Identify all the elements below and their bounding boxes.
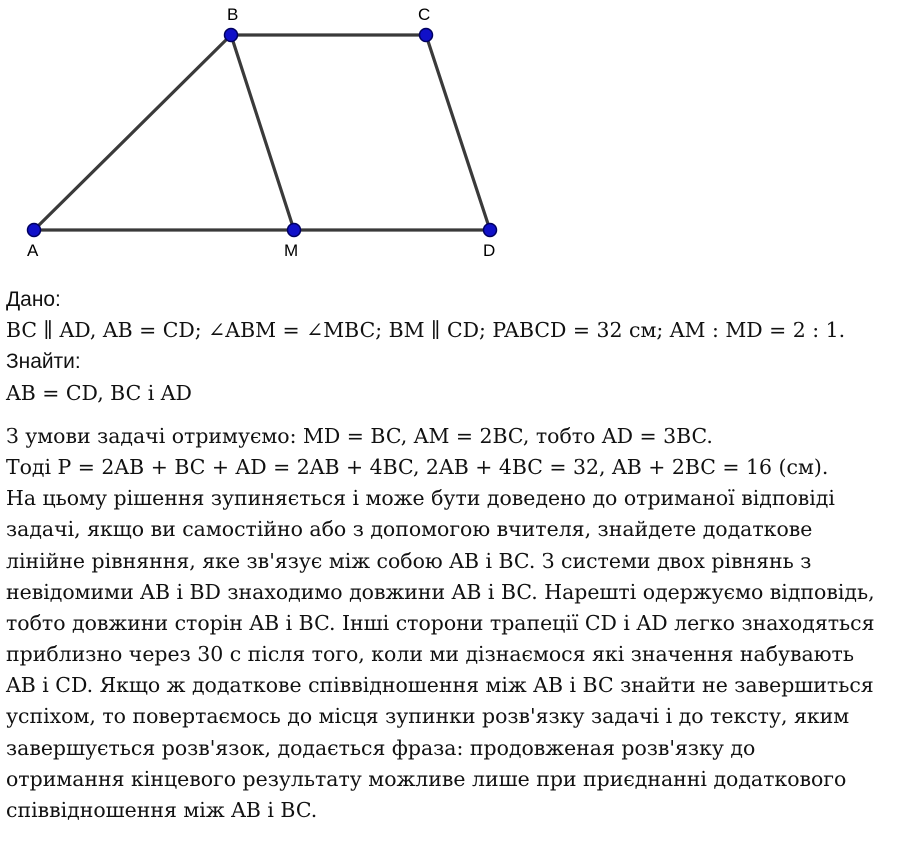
label-m: M — [284, 241, 299, 260]
solution-line: успіхом, то повертаємось до місця зупинки розв'язку задачі і до тексту, яким — [6, 704, 850, 729]
label-a: A — [27, 241, 39, 260]
solution-line: приблизно через 30 с після того, коли ми дізнаємося які значення набувають — [6, 642, 854, 667]
point-c — [420, 29, 433, 42]
point-m — [288, 224, 301, 237]
solution-line: завершується розв'язок, додається фраза: продовженая розв'язку до — [6, 735, 756, 760]
solution-line: задачі, якщо ви самостійно або з допомогою вчителя, знайдете додаткове — [6, 517, 813, 542]
find-heading: Знайти: — [6, 350, 81, 374]
solution-paragraph — [6, 421, 914, 826]
solution-line: тобто довжини сторін AB і BC. Інші сторони трапеції CD і AD легко знаходяться — [6, 610, 875, 635]
solution-line: співвідношення між AB і BC. — [6, 798, 318, 822]
solution-line: невідомими AB і BD знаходимо довжини AB і BC. Нарешті одержуємо відповідь, — [6, 579, 875, 604]
point-b — [225, 29, 238, 42]
solution-line: На цьому рішення зупиняється і може бути доведено до отриманої відповіді — [6, 486, 835, 511]
problem-text — [6, 284, 914, 826]
label-d: D — [483, 241, 496, 260]
trapezoid-figure — [0, 0, 919, 270]
label-c: C — [418, 5, 431, 24]
segment-cd — [426, 35, 490, 230]
solution-line: отримання кінцевого результату можливе лише при приєднанні додаткового — [6, 766, 847, 791]
label-b: B — [227, 5, 239, 24]
point-d — [484, 224, 497, 237]
given-heading: Дано: — [6, 288, 61, 311]
solution-line: AB і CD. Якщо ж додаткове співвідношення між AB і BC знайти не завершиться — [6, 673, 874, 698]
section-spacer — [6, 409, 914, 421]
point-a — [28, 224, 41, 237]
segment-ab — [34, 35, 231, 230]
given-statement: BC ∥ AD, AB = CD; ∠ABM = ∠MBC; BM ∥ CD; PABCD = 32 см; AM : MD = 2 : 1. — [6, 318, 846, 343]
segments — [34, 35, 490, 230]
solution-line: лінійне рівняння, яке зв'язує між собою AB і BC. З системи двох рівнянь з — [6, 548, 812, 573]
segment-bm — [231, 35, 294, 230]
solution-line: З умови задачі отримуємо: MD = BC, AM = 2BC, тобто AD = 3BC. — [6, 423, 713, 448]
find-statement: AB = CD, BC і AD — [6, 380, 192, 405]
solution-line: Тоді P = 2AB + BC + AD = 2AB + 4BC, 2AB + 4BC = 32, AB + 2BC = 16 (см). — [6, 454, 829, 479]
